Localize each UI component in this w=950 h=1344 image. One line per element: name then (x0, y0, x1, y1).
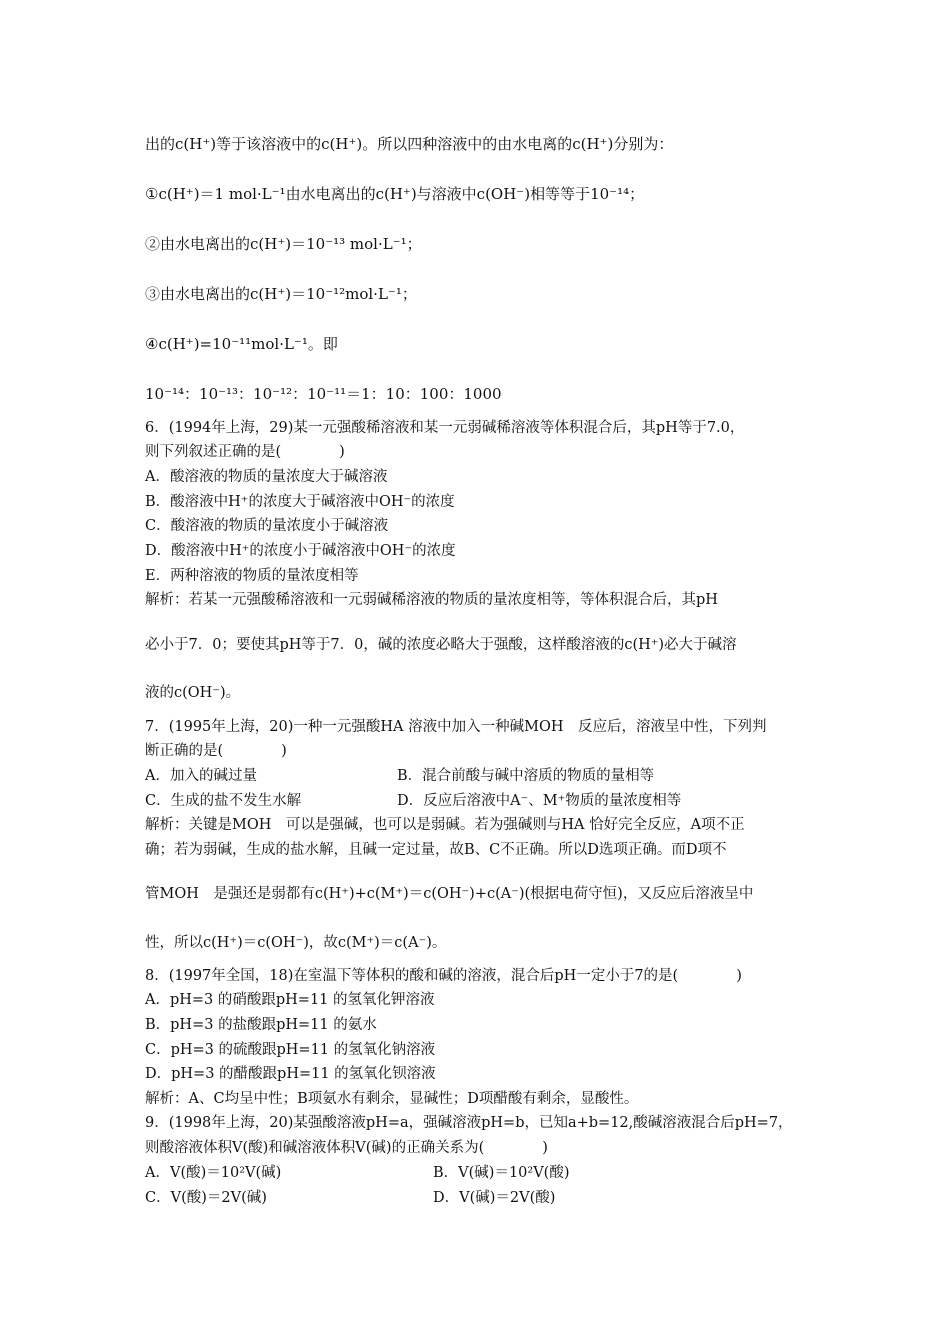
q6-analysis-line1: 解析：若某一元强酸稀溶液和一元弱碱稀溶液的物质的量浓度相等，等体积混合后，其pH (145, 592, 718, 608)
q9-option-c: C．V(酸)＝2V(碱) (145, 1190, 267, 1206)
q8-option-a: A．pH=3 的硝酸跟pH=11 的氢氧化钾溶液 (145, 992, 435, 1008)
q6-analysis-line2: 必小于7．0；要使其pH等于7．0，碱的浓度必略大于强酸，这样酸溶液的c(H⁺)必大于碱溶 (145, 637, 737, 653)
q6-stem-line1: 6．(1994年上海，29)某一元强酸稀溶液和某一元弱碱稀溶液等体积混合后，其pH等于7.0， (145, 420, 745, 436)
analysis5-item1: ①c(H⁺)＝1 mol·L⁻¹由水电离出的c(H⁺)与溶液中c(OH⁻)相等等于10⁻¹⁴； (145, 185, 645, 203)
q6-option-a: A．酸溶液的物质的量浓度大于碱溶液 (145, 469, 388, 485)
q7-analysis-line2: 确；若为弱碱，生成的盐水解，且碱一定过量，故B、C不正确。所以D选项正确。而D项不 (145, 842, 727, 858)
q7-analysis-line4: 性，所以c(H⁺)＝c(OH⁻)，故c(M⁺)＝c(A⁻)。 (145, 935, 447, 951)
q6-analysis-line3: 液的c(OH⁻)。 (145, 685, 241, 701)
q7-stem-line2: 断正确的是( ) (145, 743, 287, 759)
q9-option-d: D．V(碱)＝2V(酸) (433, 1190, 556, 1206)
q7-option-b: B．混合前酸与碱中溶质的物质的量相等 (397, 768, 655, 784)
q6-option-c: C．酸溶液的物质的量浓度小于碱溶液 (145, 518, 389, 534)
analysis5-item3: ③由水电离出的c(H⁺)＝10⁻¹²mol·L⁻¹； (145, 285, 417, 303)
q6-option-d: D．酸溶液中H⁺的浓度小于碱溶液中OH⁻的浓度 (145, 543, 456, 559)
q8-option-c: C．pH=3 的硫酸跟pH=11 的氢氧化钠溶液 (145, 1042, 436, 1058)
q6-stem-line2: 则下列叙述正确的是( ) (145, 444, 345, 460)
q9-stem-line1: 9．(1998年上海，20)某强酸溶液pH=a，强碱溶液pH=b，已知a+b=12,酸碱溶液混合后pH=7， (145, 1115, 793, 1131)
q8-option-b: B．pH=3 的盐酸跟pH=11 的氨水 (145, 1017, 377, 1033)
q7-analysis-line3: 管MOH 是强还是弱都有c(H⁺)+c(M⁺)＝c(OH⁻)+c(A⁻)(根据电荷守恒)，又反应后溶液呈中 (145, 886, 754, 902)
q8-stem: 8．(1997年全国，18)在室温下等体积的酸和碱的溶液，混合后pH一定小于7的是( ) (145, 968, 742, 984)
q8-option-d: D．pH=3 的醋酸跟pH=11 的氢氧化钡溶液 (145, 1066, 436, 1082)
q7-stem-line1: 7．(1995年上海，20)一种一元强酸HA 溶液中加入一种碱MOH 反应后，溶液呈中性，下列判 (145, 719, 767, 735)
q9-option-b: B．V(碱)＝10²V(酸) (433, 1165, 570, 1181)
q7-option-d: D．反应后溶液中A⁻、M⁺物质的量浓度相等 (397, 793, 682, 809)
q7-option-a: A．加入的碱过量 (145, 768, 257, 784)
analysis5-ratio: 10⁻¹⁴：10⁻¹³：10⁻¹²：10⁻¹¹＝1：10：100：1000 (145, 385, 502, 403)
q9-option-a: A．V(酸)＝10²V(碱) (145, 1165, 282, 1181)
q8-analysis: 解析：A、C均呈中性；B项氨水有剩余，显碱性；D项醋酸有剩余，显酸性。 (145, 1091, 639, 1107)
analysis5-intro: 出的c(H⁺)等于该溶液中的c(H⁺)。所以四种溶液中的由水电离的c(H⁺)分别为： (145, 135, 674, 153)
q6-option-e: E．两种溶液的物质的量浓度相等 (145, 568, 359, 584)
analysis5-item4: ④c(H⁺)=10⁻¹¹mol·L⁻¹。即 (145, 335, 338, 353)
q6-option-b: B．酸溶液中H⁺的浓度大于碱溶液中OH⁻的浓度 (145, 494, 455, 510)
q7-analysis-line1: 解析：关键是MOH 可以是强碱，也可以是弱碱。若为强碱则与HA 恰好完全反应，A项不正 (145, 817, 745, 833)
analysis5-item2: ②由水电离出的c(H⁺)＝10⁻¹³ mol·L⁻¹； (145, 235, 422, 253)
q7-option-c: C．生成的盐不发生水解 (145, 793, 302, 809)
q9-stem-line2: 则酸溶液体积V(酸)和碱溶液体积V(碱)的正确关系为( ) (145, 1140, 548, 1156)
